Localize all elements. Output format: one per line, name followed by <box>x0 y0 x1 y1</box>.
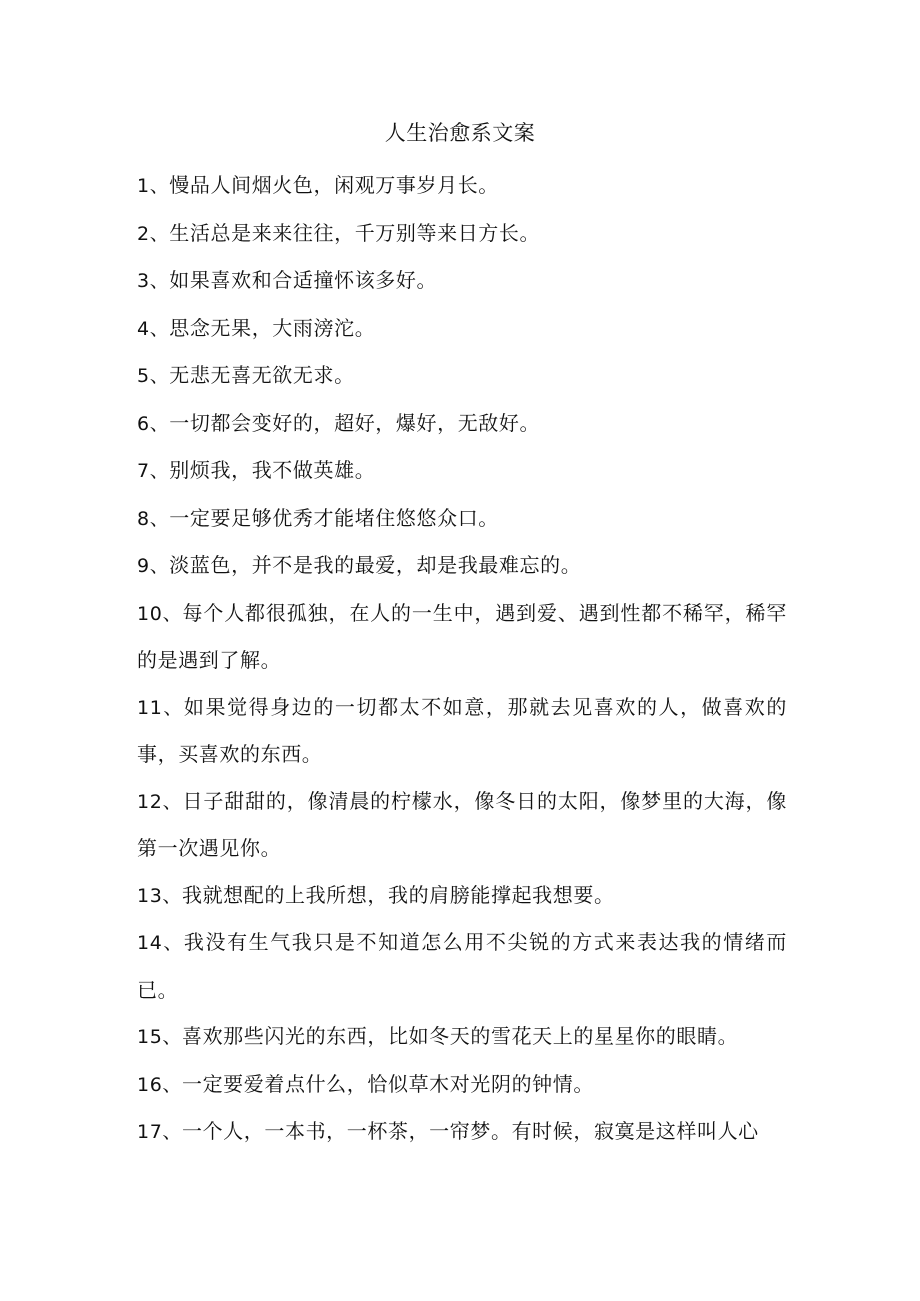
item-text: 每个人都很孤独，在人的一生中，遇到爱、遇到性都不稀罕，稀罕的是遇到了解。 <box>137 600 787 672</box>
item-number: 12、 <box>137 790 183 813</box>
list-item <box>137 257 787 305</box>
list-item <box>137 495 787 543</box>
item-text: 一个人，一本书，一杯茶，一帘梦。有时候，寂寞是这样叫人心 <box>181 1119 759 1143</box>
item-text: 如果觉得身边的一切都太不如意，那就去见喜欢的人，做喜欢的事，买喜欢的东西。 <box>137 694 787 766</box>
list-item <box>137 1061 787 1109</box>
item-number: 14、 <box>137 932 184 954</box>
item-number: 1、 <box>137 175 170 197</box>
item-text: 慢品人间烟火色，闲观万事岁月长。 <box>169 173 499 197</box>
list-item <box>137 542 787 590</box>
item-number: 9、 <box>137 555 170 577</box>
item-text: 思念无果，大雨滂沱。 <box>169 315 376 340</box>
item-number: 16、 <box>137 1073 182 1096</box>
list-item <box>137 162 787 210</box>
item-text: 淡蓝色，并不是我的最爱，却是我最难忘的。 <box>169 553 582 577</box>
item-number: 15、 <box>137 1026 182 1048</box>
item-number: 4、 <box>137 317 170 340</box>
document-body <box>137 162 787 1156</box>
list-item <box>137 684 787 778</box>
list-item <box>137 590 787 684</box>
list-item <box>137 352 787 400</box>
item-text: 生活总是来来往往，千万别等来日方长。 <box>169 220 541 245</box>
item-text: 喜欢那些闪光的东西，比如冬天的雪花天上的星星你的眼睛。 <box>181 1024 739 1048</box>
list-item <box>137 1108 787 1156</box>
item-number: 8、 <box>137 507 170 530</box>
document-title: 人生治愈系文案 <box>384 121 536 145</box>
item-number: 3、 <box>137 270 170 292</box>
item-number: 6、 <box>137 412 170 435</box>
item-number: 7、 <box>137 460 170 482</box>
list-item <box>137 778 787 872</box>
item-number: 2、 <box>137 222 170 245</box>
list-item <box>137 1013 787 1061</box>
item-text: 一定要足够优秀才能堵住悠悠众口。 <box>169 505 499 530</box>
item-text: 如果喜欢和合适撞怀该多好。 <box>169 268 438 292</box>
item-number: 17、 <box>137 1121 182 1143</box>
item-text: 日子甜甜的，像清晨的柠檬水，像冬日的太阳，像梦里的大海，像第一次遇见你。 <box>137 788 787 860</box>
list-item <box>137 400 787 448</box>
item-number: 10、 <box>137 602 183 625</box>
item-text: 一切都会变好的，超好，爆好，无敌好。 <box>169 410 541 435</box>
list-item <box>137 872 787 920</box>
list-item <box>137 447 787 495</box>
item-text: 我没有生气我只是不知道怎么用不尖锐的方式来表达我的情绪而已。 <box>137 930 787 1002</box>
list-item <box>137 305 787 353</box>
list-item <box>137 919 787 1013</box>
item-text: 别烦我，我不做英雄。 <box>169 458 376 482</box>
item-text: 一定要爱着点什么，恰似草木对光阴的钟情。 <box>181 1071 594 1096</box>
item-number: 11、 <box>137 696 184 719</box>
item-number: 5、 <box>137 365 170 387</box>
item-number: 13、 <box>137 884 182 907</box>
item-text: 我就想配的上我所想，我的肩膀能撑起我想要。 <box>181 882 615 907</box>
item-text: 无悲无喜无欲无求。 <box>169 363 355 387</box>
list-item <box>137 210 787 258</box>
